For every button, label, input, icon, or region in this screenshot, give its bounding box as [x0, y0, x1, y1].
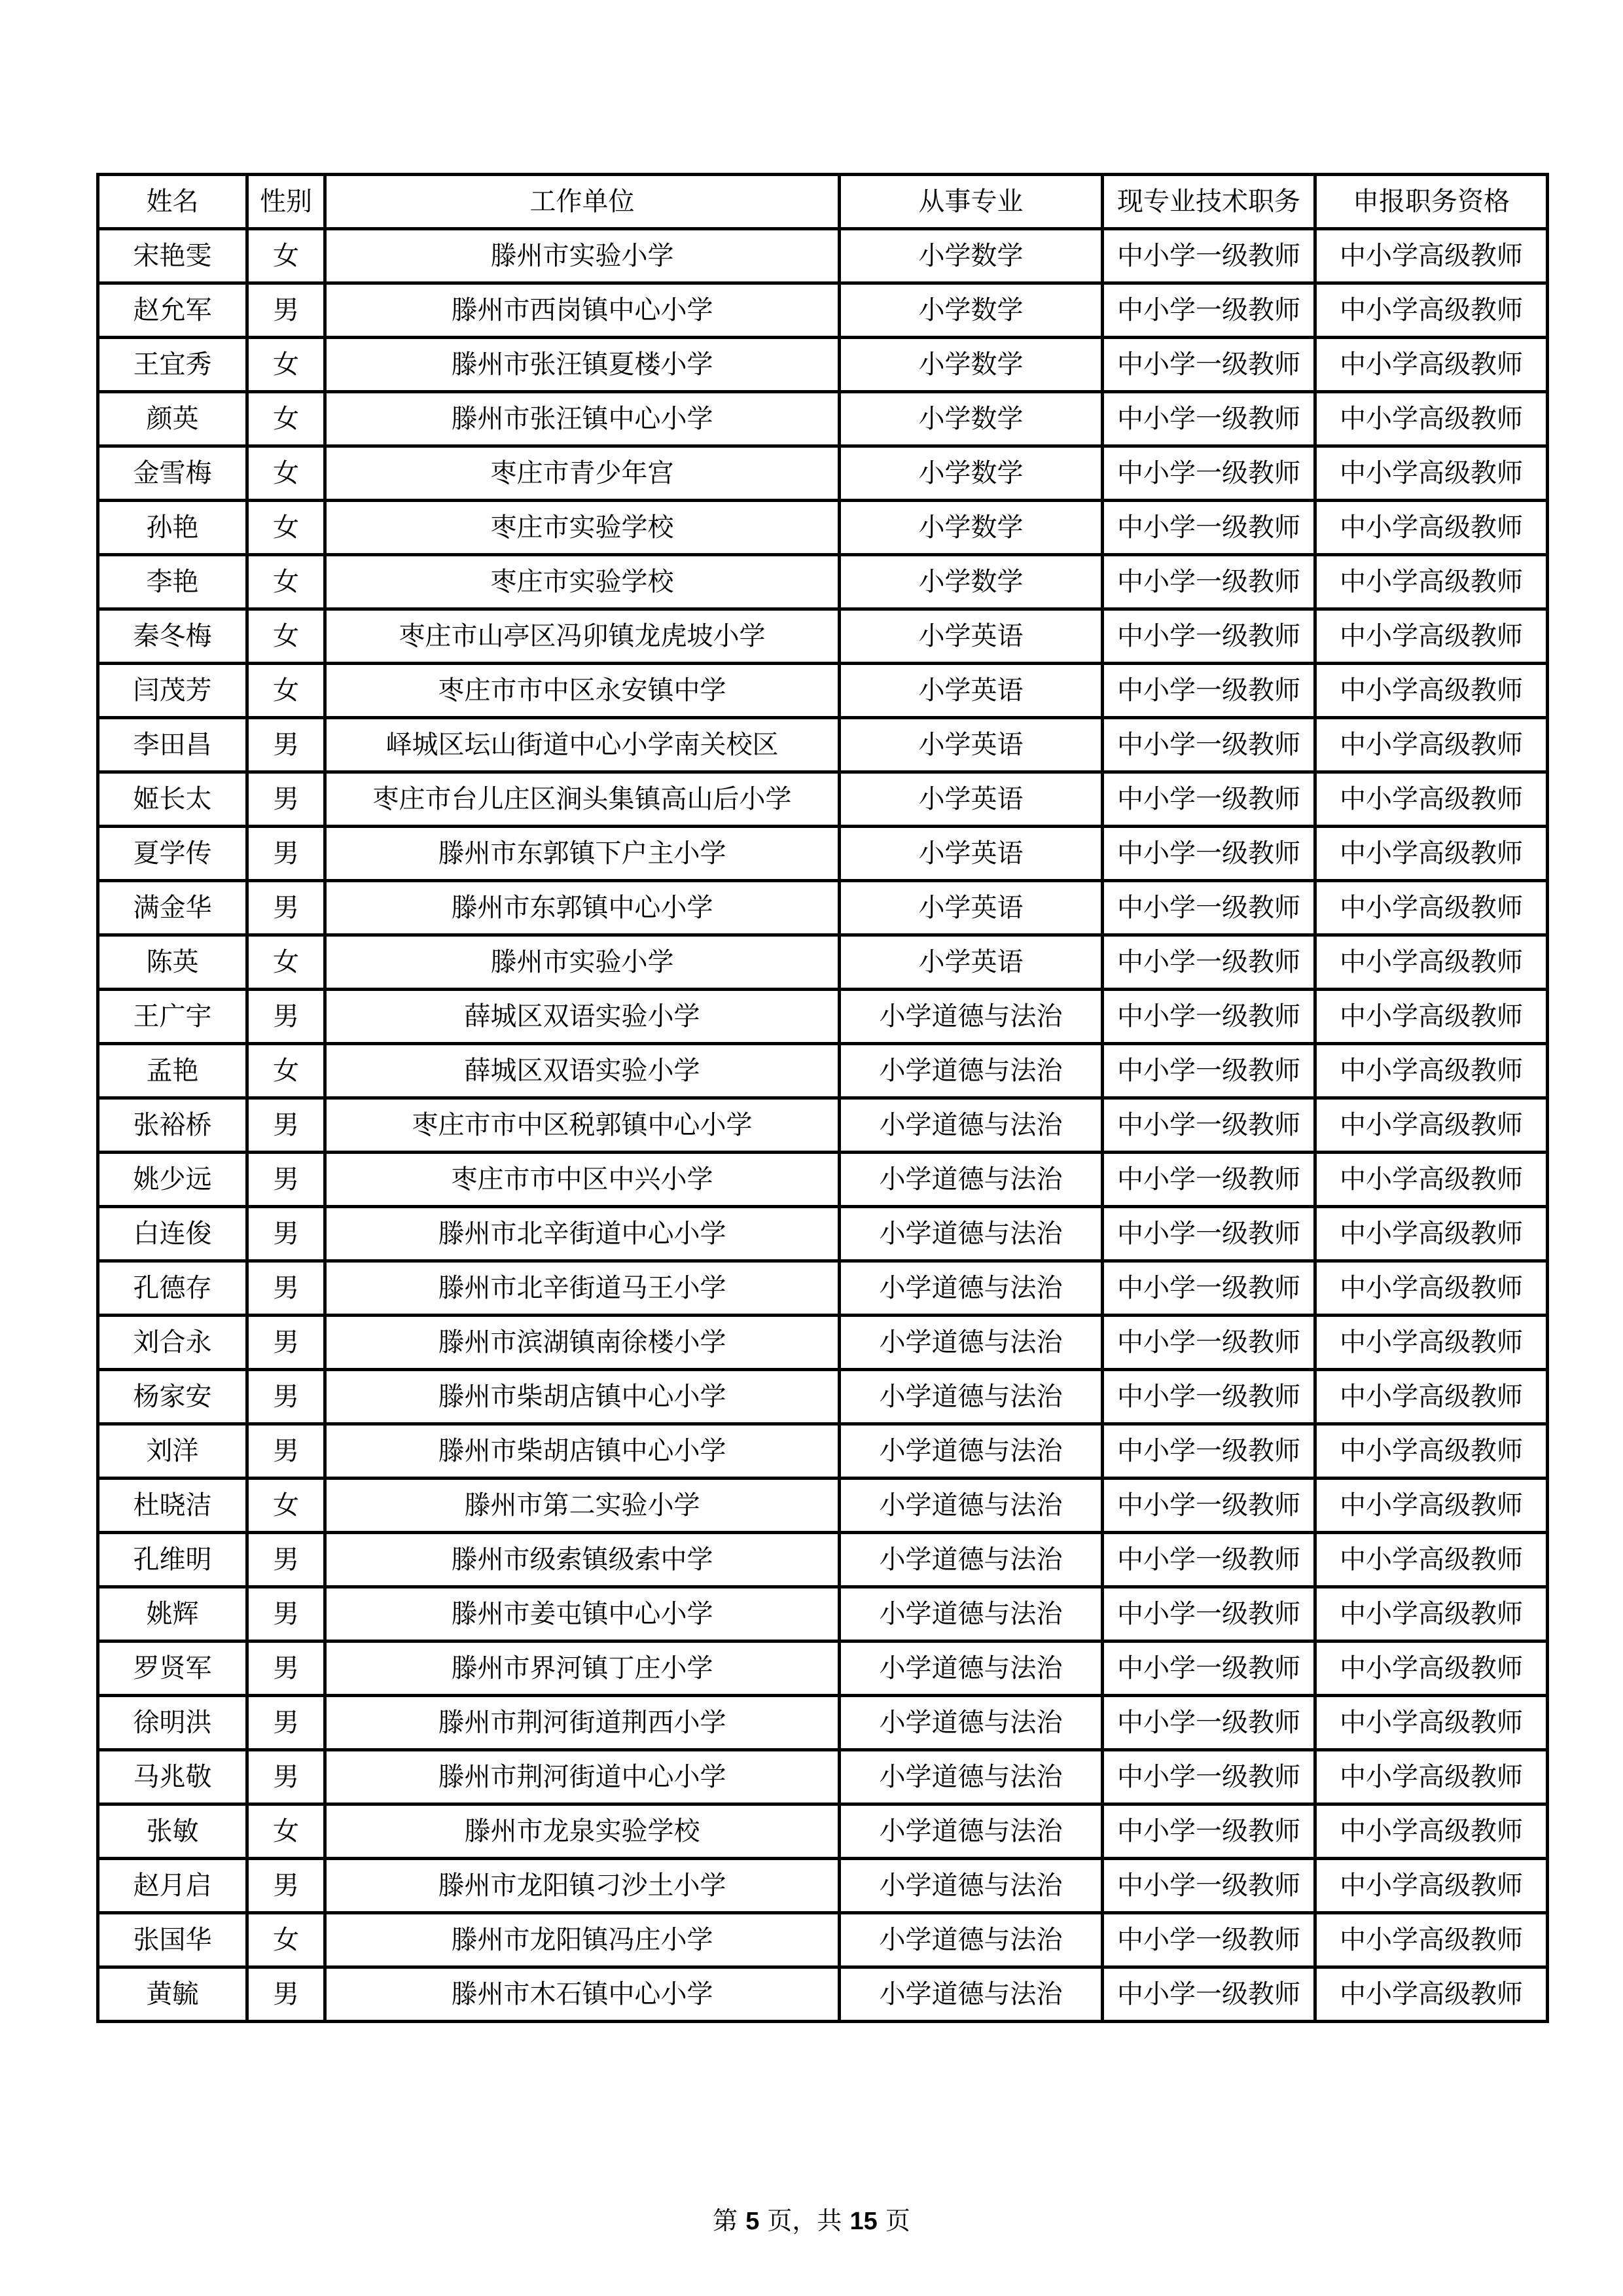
- table-row: [98, 392, 1548, 446]
- table-row: [98, 1750, 1548, 1804]
- cell-name: 赵月启: [98, 1859, 247, 1913]
- cell-applied-title: 中小学高级教师: [1315, 827, 1548, 881]
- cell-current-title: 中小学一级教师: [1103, 1533, 1315, 1587]
- cell-current-title: 中小学一级教师: [1103, 1587, 1315, 1641]
- cell-gender: 男: [247, 827, 325, 881]
- cell-name: 宋艳雯: [98, 229, 247, 283]
- cell-gender: 女: [247, 1044, 325, 1098]
- footer-prefix: 第: [713, 2206, 746, 2235]
- cell-work-unit: 滕州市木石镇中心小学: [325, 1967, 840, 2022]
- cell-gender: 女: [247, 1479, 325, 1533]
- cell-current-title: 中小学一级教师: [1103, 1859, 1315, 1913]
- footer-suffix: 页: [877, 2206, 910, 2235]
- cell-applied-title: 中小学高级教师: [1315, 392, 1548, 446]
- cell-work-unit: 枣庄市山亭区冯卯镇龙虎坡小学: [325, 609, 840, 664]
- cell-gender: 男: [247, 881, 325, 935]
- table-body: [98, 229, 1548, 2022]
- cell-applied-title: 中小学高级教师: [1315, 1533, 1548, 1587]
- cell-work-unit: 滕州市北辛街道中心小学: [325, 1207, 840, 1261]
- cell-name: 满金华: [98, 881, 247, 935]
- cell-gender: 男: [247, 1587, 325, 1641]
- table-row: [98, 1424, 1548, 1479]
- cell-gender: 男: [247, 1533, 325, 1587]
- cell-applied-title: 中小学高级教师: [1315, 1967, 1548, 2022]
- cell-applied-title: 中小学高级教师: [1315, 1098, 1548, 1153]
- cell-current-title: 中小学一级教师: [1103, 1913, 1315, 1967]
- cell-work-unit: 薛城区双语实验小学: [325, 1044, 840, 1098]
- cell-name: 李田昌: [98, 718, 247, 772]
- cell-work-unit: 薛城区双语实验小学: [325, 990, 840, 1044]
- cell-work-unit: 枣庄市青少年宫: [325, 446, 840, 501]
- table-row: [98, 1207, 1548, 1261]
- cell-applied-title: 中小学高级教师: [1315, 1587, 1548, 1641]
- cell-major: 小学英语: [840, 718, 1103, 772]
- table-row: [98, 555, 1548, 609]
- cell-current-title: 中小学一级教师: [1103, 881, 1315, 935]
- cell-current-title: 中小学一级教师: [1103, 446, 1315, 501]
- cell-gender: 男: [247, 1261, 325, 1316]
- current-page-number: 5: [745, 2208, 760, 2235]
- cell-current-title: 中小学一级教师: [1103, 827, 1315, 881]
- cell-gender: 女: [247, 1913, 325, 1967]
- cell-applied-title: 中小学高级教师: [1315, 338, 1548, 392]
- cell-current-title: 中小学一级教师: [1103, 935, 1315, 990]
- cell-current-title: 中小学一级教师: [1103, 283, 1315, 338]
- cell-applied-title: 中小学高级教师: [1315, 1424, 1548, 1479]
- cell-major: 小学英语: [840, 609, 1103, 664]
- cell-current-title: 中小学一级教师: [1103, 392, 1315, 446]
- cell-name: 徐明洪: [98, 1696, 247, 1750]
- cell-work-unit: 峄城区坛山街道中心小学南关校区: [325, 718, 840, 772]
- header-name: 姓名: [98, 175, 247, 229]
- cell-major: 小学道德与法治: [840, 1750, 1103, 1804]
- cell-work-unit: 滕州市姜屯镇中心小学: [325, 1587, 840, 1641]
- cell-gender: 女: [247, 1804, 325, 1859]
- cell-applied-title: 中小学高级教师: [1315, 1913, 1548, 1967]
- cell-gender: 男: [247, 772, 325, 827]
- cell-gender: 男: [247, 990, 325, 1044]
- cell-work-unit: 滕州市荆河街道荆西小学: [325, 1696, 840, 1750]
- cell-current-title: 中小学一级教师: [1103, 609, 1315, 664]
- cell-applied-title: 中小学高级教师: [1315, 718, 1548, 772]
- cell-applied-title: 中小学高级教师: [1315, 609, 1548, 664]
- cell-applied-title: 中小学高级教师: [1315, 283, 1548, 338]
- table-row: [98, 1370, 1548, 1424]
- cell-gender: 男: [247, 1859, 325, 1913]
- cell-name: 黄毓: [98, 1967, 247, 2022]
- cell-current-title: 中小学一级教师: [1103, 1153, 1315, 1207]
- cell-applied-title: 中小学高级教师: [1315, 229, 1548, 283]
- table-row: [98, 1479, 1548, 1533]
- cell-gender: 男: [247, 283, 325, 338]
- cell-applied-title: 中小学高级教师: [1315, 990, 1548, 1044]
- cell-major: 小学道德与法治: [840, 990, 1103, 1044]
- cell-applied-title: 中小学高级教师: [1315, 446, 1548, 501]
- table-row: [98, 1967, 1548, 2022]
- cell-gender: 女: [247, 392, 325, 446]
- cell-gender: 女: [247, 229, 325, 283]
- header-major: 从事专业: [840, 175, 1103, 229]
- table-row: [98, 283, 1548, 338]
- total-pages-number: 15: [849, 2208, 878, 2235]
- cell-current-title: 中小学一级教师: [1103, 664, 1315, 718]
- cell-work-unit: 滕州市北辛街道马王小学: [325, 1261, 840, 1316]
- cell-applied-title: 中小学高级教师: [1315, 1044, 1548, 1098]
- cell-name: 杜晓洁: [98, 1479, 247, 1533]
- cell-name: 白连俊: [98, 1207, 247, 1261]
- cell-current-title: 中小学一级教师: [1103, 990, 1315, 1044]
- cell-name: 杨家安: [98, 1370, 247, 1424]
- cell-work-unit: 枣庄市台儿庄区涧头集镇高山后小学: [325, 772, 840, 827]
- table-row: [98, 1153, 1548, 1207]
- cell-name: 姚少远: [98, 1153, 247, 1207]
- cell-work-unit: 滕州市实验小学: [325, 935, 840, 990]
- cell-major: 小学道德与法治: [840, 1207, 1103, 1261]
- cell-major: 小学道德与法治: [840, 1913, 1103, 1967]
- cell-gender: 男: [247, 1641, 325, 1696]
- cell-work-unit: 滕州市实验小学: [325, 229, 840, 283]
- cell-major: 小学数学: [840, 338, 1103, 392]
- table-row: [98, 1859, 1548, 1913]
- cell-work-unit: 枣庄市实验学校: [325, 555, 840, 609]
- table-header-row: [98, 175, 1548, 229]
- header-gender: 性别: [247, 175, 325, 229]
- cell-name: 罗贤军: [98, 1641, 247, 1696]
- cell-name: 张敏: [98, 1804, 247, 1859]
- cell-work-unit: 滕州市柴胡店镇中心小学: [325, 1370, 840, 1424]
- cell-name: 赵允军: [98, 283, 247, 338]
- cell-gender: 女: [247, 338, 325, 392]
- table-row: [98, 1044, 1548, 1098]
- header-applied-title: 申报职务资格: [1315, 175, 1548, 229]
- cell-applied-title: 中小学高级教师: [1315, 881, 1548, 935]
- cell-work-unit: 滕州市龙阳镇刁沙土小学: [325, 1859, 840, 1913]
- cell-work-unit: 滕州市东郭镇下户主小学: [325, 827, 840, 881]
- cell-work-unit: 枣庄市实验学校: [325, 501, 840, 555]
- cell-name: 李艳: [98, 555, 247, 609]
- cell-major: 小学数学: [840, 283, 1103, 338]
- cell-major: 小学道德与法治: [840, 1153, 1103, 1207]
- cell-work-unit: 枣庄市市中区中兴小学: [325, 1153, 840, 1207]
- table-row: [98, 1587, 1548, 1641]
- cell-work-unit: 滕州市东郭镇中心小学: [325, 881, 840, 935]
- cell-applied-title: 中小学高级教师: [1315, 772, 1548, 827]
- cell-work-unit: 滕州市界河镇丁庄小学: [325, 1641, 840, 1696]
- cell-current-title: 中小学一级教师: [1103, 501, 1315, 555]
- cell-major: 小学英语: [840, 935, 1103, 990]
- cell-work-unit: 滕州市张汪镇中心小学: [325, 392, 840, 446]
- cell-major: 小学道德与法治: [840, 1370, 1103, 1424]
- cell-work-unit: 滕州市柴胡店镇中心小学: [325, 1424, 840, 1479]
- cell-applied-title: 中小学高级教师: [1315, 1750, 1548, 1804]
- cell-gender: 女: [247, 664, 325, 718]
- cell-applied-title: 中小学高级教师: [1315, 1207, 1548, 1261]
- cell-major: 小学道德与法治: [840, 1641, 1103, 1696]
- cell-major: 小学道德与法治: [840, 1316, 1103, 1370]
- cell-major: 小学道德与法治: [840, 1479, 1103, 1533]
- cell-current-title: 中小学一级教师: [1103, 1370, 1315, 1424]
- cell-name: 金雪梅: [98, 446, 247, 501]
- cell-current-title: 中小学一级教师: [1103, 229, 1315, 283]
- cell-major: 小学英语: [840, 772, 1103, 827]
- cell-current-title: 中小学一级教师: [1103, 1750, 1315, 1804]
- cell-name: 孙艳: [98, 501, 247, 555]
- cell-gender: 女: [247, 609, 325, 664]
- cell-major: 小学道德与法治: [840, 1424, 1103, 1479]
- cell-gender: 男: [247, 1696, 325, 1750]
- cell-work-unit: 滕州市第二实验小学: [325, 1479, 840, 1533]
- cell-major: 小学道德与法治: [840, 1098, 1103, 1153]
- cell-current-title: 中小学一级教师: [1103, 1098, 1315, 1153]
- table-row: [98, 1804, 1548, 1859]
- cell-current-title: 中小学一级教师: [1103, 1261, 1315, 1316]
- footer-middle: 页，共: [759, 2206, 850, 2235]
- cell-name: 王宜秀: [98, 338, 247, 392]
- cell-major: 小学数学: [840, 392, 1103, 446]
- cell-current-title: 中小学一级教师: [1103, 1424, 1315, 1479]
- cell-applied-title: 中小学高级教师: [1315, 1641, 1548, 1696]
- cell-major: 小学英语: [840, 827, 1103, 881]
- cell-applied-title: 中小学高级教师: [1315, 1696, 1548, 1750]
- table-row: [98, 718, 1548, 772]
- cell-applied-title: 中小学高级教师: [1315, 1804, 1548, 1859]
- table-row: [98, 990, 1548, 1044]
- table-row: [98, 664, 1548, 718]
- cell-name: 张国华: [98, 1913, 247, 1967]
- cell-work-unit: 滕州市荆河街道中心小学: [325, 1750, 840, 1804]
- cell-gender: 男: [247, 1153, 325, 1207]
- cell-applied-title: 中小学高级教师: [1315, 1316, 1548, 1370]
- cell-work-unit: 滕州市龙泉实验学校: [325, 1804, 840, 1859]
- cell-name: 王广宇: [98, 990, 247, 1044]
- table-row: [98, 1641, 1548, 1696]
- cell-applied-title: 中小学高级教师: [1315, 664, 1548, 718]
- cell-current-title: 中小学一级教师: [1103, 555, 1315, 609]
- cell-applied-title: 中小学高级教师: [1315, 1261, 1548, 1316]
- cell-gender: 男: [247, 1207, 325, 1261]
- table-row: [98, 1533, 1548, 1587]
- header-current-title: 现专业技术职务: [1103, 175, 1315, 229]
- cell-name: 夏学传: [98, 827, 247, 881]
- cell-work-unit: 滕州市滨湖镇南徐楼小学: [325, 1316, 840, 1370]
- cell-name: 孔维明: [98, 1533, 247, 1587]
- cell-gender: 男: [247, 1424, 325, 1479]
- cell-major: 小学数学: [840, 555, 1103, 609]
- table-row: [98, 1913, 1548, 1967]
- cell-gender: 女: [247, 935, 325, 990]
- cell-name: 姚辉: [98, 1587, 247, 1641]
- cell-applied-title: 中小学高级教师: [1315, 935, 1548, 990]
- roster-table: [96, 173, 1549, 2023]
- table-row: [98, 935, 1548, 990]
- cell-current-title: 中小学一级教师: [1103, 772, 1315, 827]
- cell-work-unit: 枣庄市市中区税郭镇中心小学: [325, 1098, 840, 1153]
- table-row: [98, 881, 1548, 935]
- cell-gender: 男: [247, 1316, 325, 1370]
- header-work-unit: 工作单位: [325, 175, 840, 229]
- cell-name: 刘洋: [98, 1424, 247, 1479]
- cell-current-title: 中小学一级教师: [1103, 1479, 1315, 1533]
- cell-major: 小学英语: [840, 881, 1103, 935]
- cell-gender: 男: [247, 1750, 325, 1804]
- cell-gender: 女: [247, 555, 325, 609]
- cell-current-title: 中小学一级教师: [1103, 1641, 1315, 1696]
- cell-current-title: 中小学一级教师: [1103, 338, 1315, 392]
- cell-applied-title: 中小学高级教师: [1315, 1859, 1548, 1913]
- cell-name: 张裕桥: [98, 1098, 247, 1153]
- cell-applied-title: 中小学高级教师: [1315, 501, 1548, 555]
- cell-gender: 女: [247, 446, 325, 501]
- cell-major: 小学英语: [840, 664, 1103, 718]
- cell-name: 陈英: [98, 935, 247, 990]
- cell-gender: 女: [247, 501, 325, 555]
- cell-major: 小学道德与法治: [840, 1261, 1103, 1316]
- cell-gender: 男: [247, 718, 325, 772]
- cell-current-title: 中小学一级教师: [1103, 1316, 1315, 1370]
- cell-current-title: 中小学一级教师: [1103, 718, 1315, 772]
- cell-gender: 男: [247, 1370, 325, 1424]
- cell-major: 小学数学: [840, 446, 1103, 501]
- table-row: [98, 772, 1548, 827]
- cell-major: 小学数学: [840, 229, 1103, 283]
- cell-applied-title: 中小学高级教师: [1315, 1370, 1548, 1424]
- cell-name: 刘合永: [98, 1316, 247, 1370]
- table-row: [98, 501, 1548, 555]
- cell-work-unit: 滕州市级索镇级索中学: [325, 1533, 840, 1587]
- table-row: [98, 446, 1548, 501]
- cell-work-unit: 滕州市张汪镇夏楼小学: [325, 338, 840, 392]
- cell-current-title: 中小学一级教师: [1103, 1696, 1315, 1750]
- cell-major: 小学道德与法治: [840, 1967, 1103, 2022]
- cell-current-title: 中小学一级教师: [1103, 1967, 1315, 2022]
- cell-major: 小学数学: [840, 501, 1103, 555]
- cell-gender: 男: [247, 1098, 325, 1153]
- cell-current-title: 中小学一级教师: [1103, 1804, 1315, 1859]
- table-row: [98, 1261, 1548, 1316]
- cell-major: 小学道德与法治: [840, 1044, 1103, 1098]
- cell-name: 孟艳: [98, 1044, 247, 1098]
- table-row: [98, 229, 1548, 283]
- table-row: [98, 1098, 1548, 1153]
- page-number-footer: [0, 2200, 1623, 2236]
- cell-work-unit: 滕州市龙阳镇冯庄小学: [325, 1913, 840, 1967]
- cell-name: 颜英: [98, 392, 247, 446]
- cell-name: 孔德存: [98, 1261, 247, 1316]
- cell-major: 小学道德与法治: [840, 1533, 1103, 1587]
- cell-work-unit: 滕州市西岗镇中心小学: [325, 283, 840, 338]
- cell-applied-title: 中小学高级教师: [1315, 555, 1548, 609]
- table-row: [98, 1696, 1548, 1750]
- cell-name: 姬长太: [98, 772, 247, 827]
- table-row: [98, 1316, 1548, 1370]
- table-row: [98, 609, 1548, 664]
- cell-current-title: 中小学一级教师: [1103, 1207, 1315, 1261]
- table-row: [98, 827, 1548, 881]
- cell-major: 小学道德与法治: [840, 1696, 1103, 1750]
- cell-applied-title: 中小学高级教师: [1315, 1153, 1548, 1207]
- cell-current-title: 中小学一级教师: [1103, 1044, 1315, 1098]
- cell-gender: 男: [247, 1967, 325, 2022]
- cell-major: 小学道德与法治: [840, 1587, 1103, 1641]
- table-row: [98, 338, 1548, 392]
- cell-major: 小学道德与法治: [840, 1804, 1103, 1859]
- cell-applied-title: 中小学高级教师: [1315, 1479, 1548, 1533]
- cell-name: 马兆敬: [98, 1750, 247, 1804]
- cell-work-unit: 枣庄市市中区永安镇中学: [325, 664, 840, 718]
- cell-name: 闫茂芳: [98, 664, 247, 718]
- cell-major: 小学道德与法治: [840, 1859, 1103, 1913]
- cell-name: 秦冬梅: [98, 609, 247, 664]
